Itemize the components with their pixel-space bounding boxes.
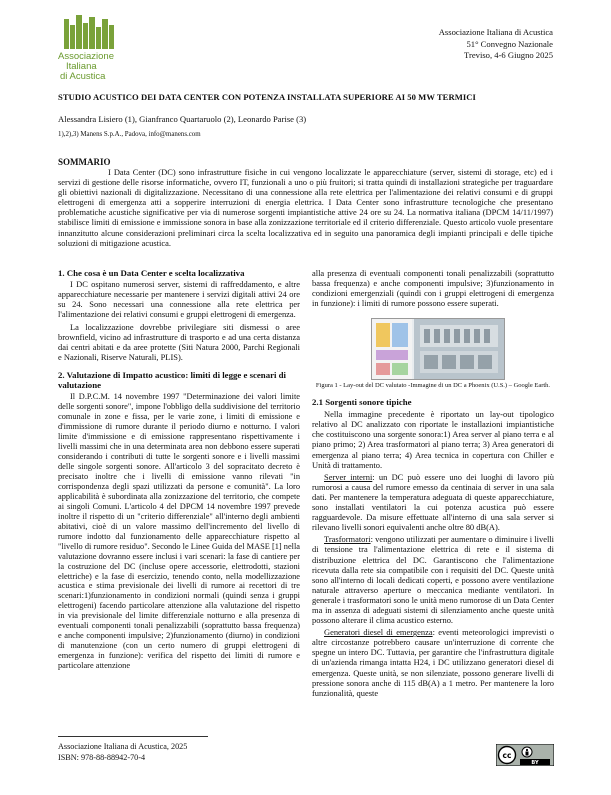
transformer-label: Trasformatori — [324, 534, 371, 545]
section-2-paragraph-1: Il D.P.C.M. 14 novembre 1997 "Determinazione dei valori limite delle sorgenti sonore", impone l'obbligo della suddivisione del territorio comunale in zone e fissa, per le varie zone, i limiti di emissione e d'immissione di rumore durante il periodo diurno e notturno. I valori limite d'immissione e di emissione rappresentano rispettivamente i livelli massimi che in una determinata area non debbono essere superati considerando i contributi di tutte le sorgenti sonore e i livelli massimi delle singole sorgenti sonore. All'articolo 3 del sopracitato decreto è precisato inoltre che i livelli di emissione vanno rilevati "in corrispondenza degli spazi utilizzati da persone e comunità". La loro applicabilità è subordinata alla zonizzazione del territorio, che compete ai singoli Comuni. L'articolo 4 del DPCM 14 novembre 1997 prevede inoltre il rispetto di un "criterio differenziale" all'interno degli ambienti abitativi, cioè di un valore massimo dell'incremento del livello di rumore indotto dal funzionamento delle apparecchiature rispetto al "livello di rumore residuo". Secondo le Linee Guida del MASE [1] nella valutazione dovranno essere inclusi i vari scenari: la fase di cantiere per la costruzione del DC (incluse opere accessorie, elettrodotti, stazioni elettriche) e la fase di esercizio, tenendo conto, nella modellizzazione acustica e stima previsionale dei livelli di rumore ai recettori di tre scenari:1)funzionamento in condizioni normali (quindi senza i gruppi elettrogeni) facendo particolare attenzione alla valutazione del rispetto in via previsionale del limite differenziale notturno e alla presenza di eventuali componenti tonali penalizzabili (soprattutto bassa frequenza) e anche componenti impulsive; 2)funzionamento (diurno) in condizioni di manutenzione (con un certo numero di gruppi elettrogeni di emergenza in funzione): verifica del rispetto dei limiti di rumore e particolare attenzione — [58, 392, 300, 671]
section-1-paragraph-1: I DC ospitano numerosi server, sistemi di raffreddamento, e altre apparecchiature necessarie per mantenere i servizi digitali attivi 24 ore su 24. Sono necessari una connessione alla rete elettrica per l'alimentazione dei relativi consumi e gruppi elettrogeni di emergenza. — [58, 279, 300, 320]
abstract-text: I Data Center (DC) sono infrastrutture fisiche in cui vengono localizzate le apparecchiature (server, sistemi di storage, etc) ed i servizi di gestione delle risorse informatiche, ovvero IT, funzionali a uno o più fruitori; si tratta quindi di installazioni strategiche per traguardare gli obiettivi nazionali di digitalizzazione. Necessitano di una connessione alla rete elettrica per l'alimentazione dei relativi consumi e di gruppi elettrogeni di emergenza atti a sopperire interruzioni di energia elettrica. I Data Center sono infrastrutture tecnologiche che presentano problematiche acustiche significative per via di numerose sorgenti impiantistiche attive 24 ore su 24. La normativa italiana (DPCM 14/11/1997) stabilisce limiti di emissione e immissione sonora in base alla zonizzazione territoriale ed il criterio differenziale. Questo articolo vuole presentare innanzitutto alcune considerazioni preliminari circa la scelta localizzativa ed in seguito una panoramica degli impianti principali e delle tipiche soluzioni di mitigazione acustica. — [58, 167, 553, 248]
figure-1-image — [371, 318, 505, 380]
transformer-paragraph — [312, 534, 554, 625]
congress-name: 51° Convegno Nazionale — [466, 38, 553, 49]
generator-paragraph — [312, 627, 554, 698]
server-text: : un DC può essere uno dei luoghi di lavoro più rumorosi a causa del rumore emesso da centinaia di server in una sala dati. Per mantenere la temperatura adeguata di queste apparecchiature, sono installati ventilatori la cui potenza acustica può essere ragguardevole. Da misure effettuate all'interno di una sala server si rilevano livelli sonori equivalenti anche oltre 80 dB(A). — [312, 471, 554, 533]
figure-1-graphic — [372, 319, 504, 379]
section-2-heading: 2. Valutazione di Impatto acustico: limiti di legge e scenari di valutazione — [58, 369, 286, 391]
affiliation: 1),2),3) Manens S.p.A., Padova, info@manens.com — [58, 131, 201, 138]
left-column — [58, 268, 300, 671]
aia-logo-graphic — [56, 15, 138, 83]
authors: Alessandra Lisiero (1), Gianfranco Quartaruolo (2), Leonardo Parise (3) — [58, 114, 307, 124]
place-date: Treviso, 4-6 Giugno 2025 — [464, 50, 553, 60]
server-label: Server interni — [324, 471, 373, 482]
right-column — [312, 268, 554, 308]
svg-text:Associazione: Associazione — [58, 51, 114, 62]
footer-copyright: Associazione Italiana di Acustica, 2025 — [58, 742, 188, 751]
svg-text:BY: BY — [531, 760, 539, 766]
org-name: Associazione Italiana di Acustica — [438, 27, 553, 37]
cc-by-license-badge — [496, 744, 554, 766]
section-1-paragraph-2: La localizzazione dovrebbe privilegiare siti dismessi o aree brownfield, vicino ad infrastrutture di trasporto e ad una certa distanza dai centri abitati e da aree protette (Siti Natura 2000, Parchi Regionali e Nazionali, Riserve Naturali, PLIS). — [58, 321, 300, 362]
svg-text:Italiana: Italiana — [66, 61, 97, 72]
right-column-lower — [312, 397, 554, 698]
figure-1-caption: Figura 1 - Lay-out del DC valutato -Immagine di un DC a Phoenix (U.S.) – Google Earth. — [315, 382, 551, 389]
footer — [58, 742, 187, 763]
svg-text:cc: cc — [502, 751, 512, 760]
cc-by-icon — [496, 744, 554, 766]
abstract-heading: SOMMARIO — [58, 157, 111, 167]
conference-header — [439, 27, 553, 62]
server-paragraph — [312, 472, 554, 533]
generator-label: Generatori diesel di emergenza — [324, 627, 433, 638]
figure-1-caption-block — [312, 378, 554, 390]
footer-isbn: ISBN: 978-88-88942-70-4 — [58, 752, 146, 762]
section-1-heading: 1. Che cosa è un Data Center e scelta localizzativa — [58, 268, 245, 278]
transformer-text: : vengono utilizzati per aumentare o diminuire i livelli di tensione tra l'alimentazione elettrica di rete e il sistema di distribuzione elettrica del DC. Garantiscono che l'alimentazione ricevuta dalla rete sia compatibile con i requisiti del DC. Queste unità sono all'interno di locali dedicati coperti, e possono avere ventilazione naturale attraverso aperture o meccanica mediante ventilatori. In generale i trasformatori sono le unità meno rumorose di un Data Center ma in assenza di adeguati sistemi di silenziamento anche queste unità possono alterare il clima acustico esterno. — [312, 534, 554, 626]
svg-text:di Acustica: di Acustica — [60, 71, 106, 82]
aia-logo — [56, 15, 138, 83]
footer-divider — [58, 736, 208, 737]
section-2-1-paragraph-1: Nella immagine precedente è riportato un lay-out tipologico relativo al DC analizzato con riportate le installazioni impiantistiche che costituiscono una sorgente sonora:1) Area server al piano terra e al piano primo; 2) Area trasformatori al piano terra; 3) Area generatori di emergenza al piano terra; 4) Area tecnica in copertura con Chiller e Unità di trattamento. — [312, 409, 554, 470]
paper-title: STUDIO ACUSTICO DEI DATA CENTER CON POTENZA INSTALLATA SUPERIORE AI 50 MW TERMICI — [58, 92, 476, 102]
generator-text: : eventi meteorologici imprevisti o altre circostanze potrebbero causare un'interruzione di corrente che spegne un intero DC. Tuttavia, per garantire che l'infrastruttura digitale di un'azienda rimanga intatta H24, i DC utilizzano generatori diesel di emergenza. Queste unità, se non silenziate, possono generare livelli di pressione sonora anche di 115 dB(A) a 1 metro. Per mantenere la loro funzionalità, queste — [312, 627, 554, 698]
section-2-1-heading: 2.1 Sorgenti sonore tipiche — [312, 397, 412, 407]
right-paragraph-0: alla presenza di eventuali componenti tonali penalizzabili (soprattutto bassa frequenza) e anche componenti impulsive; 3)funzionamento in condizioni emergenziali (quindi con i gruppi elettrogeni di emergenza in funzione): i limiti di rumore possono essere superati. — [312, 268, 554, 309]
